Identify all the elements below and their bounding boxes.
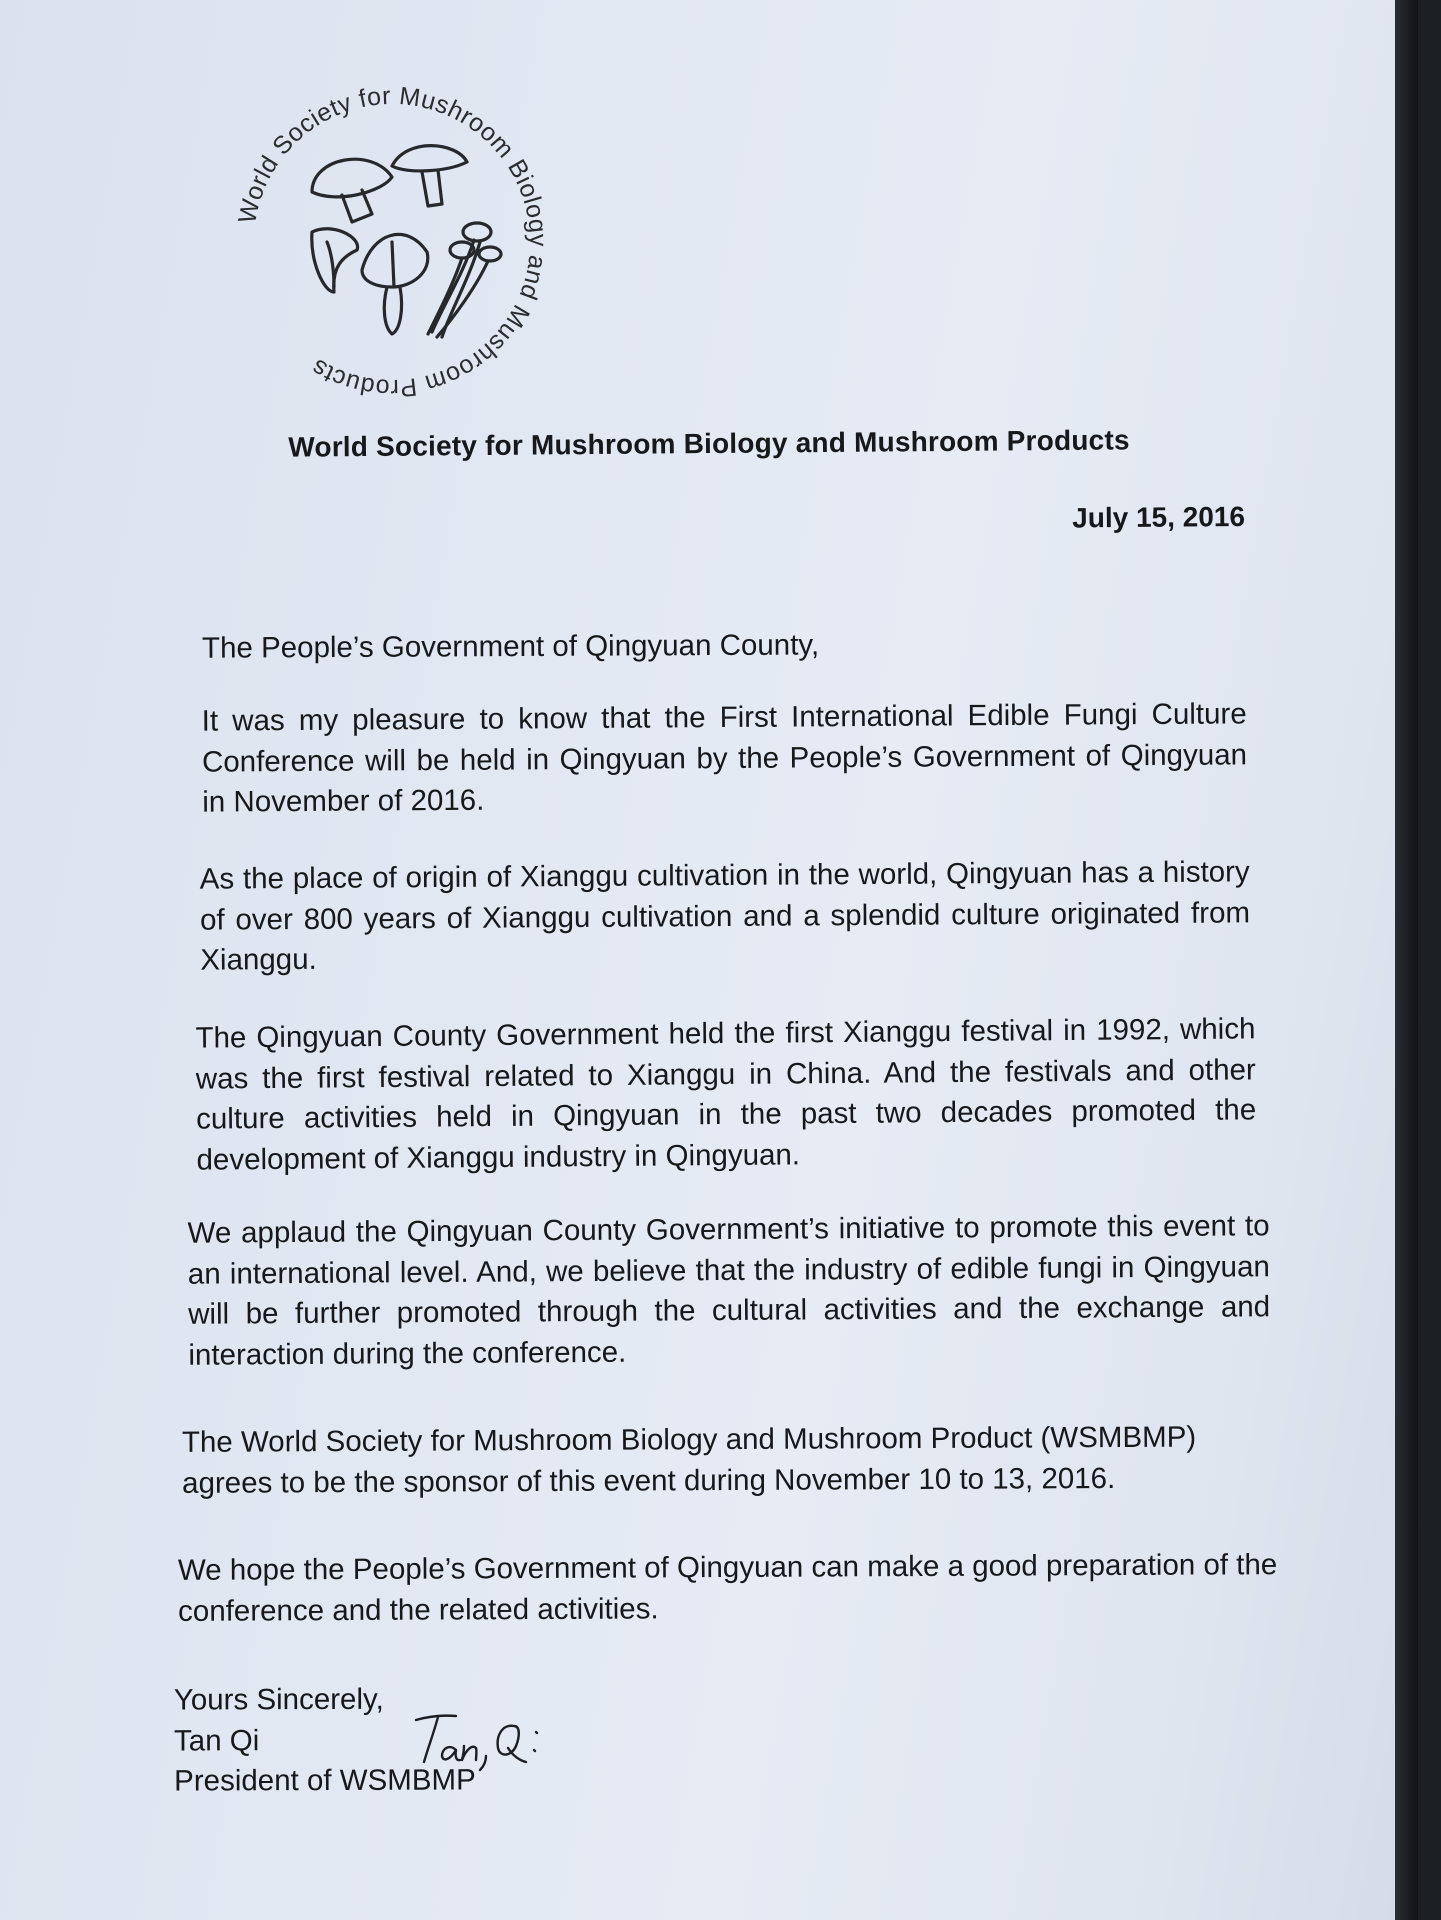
- paragraph-text: We hope the People’s Government of Qingyuan can make a good preparation of the conference and the related activities.: [177, 1548, 1278, 1628]
- svg-text:World Society for Mushroom Bio: World Society for Mushroom Biology and Mushroom Products: [233, 82, 552, 402]
- paragraph-xianggu-origin: [200, 852, 1251, 981]
- letterhead-title: World Society for Mushroom Biology and Mushroom Products: [288, 424, 1130, 463]
- paragraph-text: It was my pleasure to know that the First International Edible Fungi Culture Conference will be held in Qingyuan by the People’s Government of Qingyuan in November of 2016.: [201, 697, 1248, 819]
- handwritten-signature: [410, 1706, 570, 1776]
- paragraph-conference-announcement: [202, 694, 1248, 823]
- signer-position: President of WSMBMP: [174, 1763, 476, 1798]
- paragraph-xianggu-festival: [195, 1009, 1256, 1180]
- paragraph-text: The Qingyuan County Government held the first Xianggu festival in 1992, which was the first festival related to Xianggu in China. And the festivals and other culture activities held in Qingyuan in the past two decades promoted the development of Xianggu industry in Qingyuan.: [195, 1012, 1257, 1177]
- paragraph-sponsorship: [182, 1417, 1280, 1504]
- paragraph-preparation-hope: [178, 1545, 1288, 1632]
- paragraph-text: We applaud the Qingyuan County Government’s initiative to promote this event to an international level. And, we believe that the industry of edible fungi in Qingyuan will be further promoted through the cultural activities and the exchange and interaction during the conference.: [187, 1209, 1271, 1372]
- society-logo-seal: [232, 82, 552, 402]
- paragraph-applaud-initiative: [187, 1206, 1270, 1376]
- letter-date: July 15, 2016: [1072, 500, 1246, 534]
- paragraph-text: As the place of origin of Xianggu cultivation in the world, Qingyuan has a history of over 800 years of Xianggu cultivation and a splendid culture originated from Xianggu.: [199, 855, 1251, 977]
- paragraph-text: The World Society for Mushroom Biology and Mushroom Product (WSMBMP) agrees to be the sponsor of this event during November 10 to 13, 2016.: [181, 1420, 1197, 1500]
- page-edge-shadow: [1395, 0, 1418, 1920]
- salutation: The People’s Government of Qingyuan County,: [201, 628, 820, 665]
- signer-name: Tan Qi: [173, 1723, 260, 1758]
- valediction: Yours Sincerely,: [173, 1682, 384, 1717]
